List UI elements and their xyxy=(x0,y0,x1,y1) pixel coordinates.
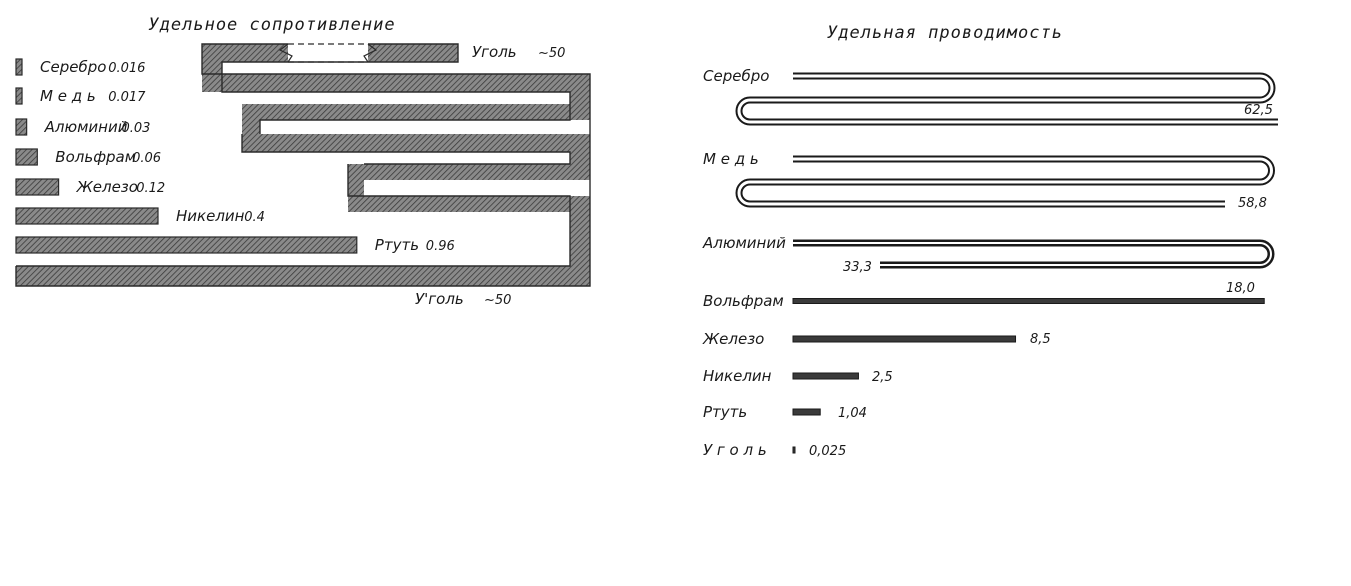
carbon-bar-segment-4 xyxy=(348,164,590,180)
carbon-bar-gap-0 xyxy=(364,180,570,196)
conductivity-label-0: Серебро xyxy=(703,67,770,85)
resistivity-label-7: У'голь xyxy=(415,290,464,308)
conductivity-bar-3 xyxy=(793,299,1264,304)
resistivity-bar-4 xyxy=(16,179,59,195)
carbon-bar-segment-0 xyxy=(16,266,590,286)
resistivity-bar-1 xyxy=(16,88,22,104)
resistivity-label-0: Серебро xyxy=(40,58,107,76)
resistivity-label-2: Алюминий xyxy=(44,118,128,136)
conductivity-label-3: Вольфрам xyxy=(703,292,784,310)
conductivity-value-4: 8,5 xyxy=(1030,332,1051,347)
conductivity-bar-5 xyxy=(793,373,858,379)
conductivity-bar-1-inner xyxy=(739,159,1272,204)
resistivity-chart xyxy=(16,15,590,308)
resistivity-value-6: 0.96 xyxy=(425,239,455,254)
conductivity-value-1: 58,8 xyxy=(1238,196,1267,211)
resistivity-bar-6 xyxy=(16,237,357,253)
resistivity-bar-2 xyxy=(16,119,27,135)
resistivity-bar-0 xyxy=(16,59,22,75)
conductivity-bar-0-inner xyxy=(739,76,1278,122)
resistivity-value-3: 0.06 xyxy=(132,151,162,166)
conductivity-value-7: 0,025 xyxy=(809,444,847,459)
resistivity-label-carbon-top: Уголь xyxy=(472,43,517,61)
resistivity-label-5: Никелин xyxy=(176,207,245,225)
conductivity-label-1: М е д ь xyxy=(703,150,759,168)
resistivity-bar-5 xyxy=(16,208,158,224)
conductivity-label-5: Никелин xyxy=(703,367,772,385)
carbon-bar-gap-3 xyxy=(222,62,570,74)
resistivity-value-5: 0.4 xyxy=(244,210,265,225)
carbon-bar-segment-6 xyxy=(242,134,590,152)
conductivity-label-2: Алюминий xyxy=(703,234,786,252)
carbon-bar-segment-8 xyxy=(242,104,590,120)
carbon-bar-segment-10 xyxy=(202,74,590,92)
conductivity-value-0: 62,5 xyxy=(1244,103,1273,118)
carbon-bar-gap-2 xyxy=(260,120,570,134)
carbon-bar-segment-12 xyxy=(202,44,288,62)
resistivity-value-0: 0.016 xyxy=(108,61,146,76)
carbon-bar-gap-1 xyxy=(260,152,570,164)
resistivity-label-4: Железо xyxy=(76,178,138,196)
conductivity-bar-4 xyxy=(793,336,1016,342)
conductivity-chart-title: Удельная проводимость xyxy=(827,23,1063,43)
conductivity-label-6: Ртуть xyxy=(703,403,748,421)
conductivity-value-5: 2,5 xyxy=(872,370,893,385)
resistivity-value-4: 0.12 xyxy=(136,181,166,196)
carbon-bar-segment-13 xyxy=(368,44,458,62)
carbon-bar-segment-2 xyxy=(348,196,590,212)
conductivity-label-4: Железо xyxy=(703,330,765,348)
resistivity-label-6: Ртуть xyxy=(374,236,420,254)
resistivity-value-2: 0.03 xyxy=(121,121,151,136)
conductivity-value-2: 33,3 xyxy=(843,260,872,275)
conductivity-chart xyxy=(702,23,1278,459)
resistivity-label-3: Вольфрам xyxy=(55,148,137,166)
resistivity-value-7: ~50 xyxy=(484,293,512,308)
resistivity-bar-3 xyxy=(16,149,37,165)
conductivity-bars xyxy=(739,76,1278,453)
conductivity-value-6: 1,04 xyxy=(838,406,867,421)
conductivity-bar-7 xyxy=(793,447,795,453)
resistivity-chart-title: Удельное сопротивление xyxy=(148,15,396,35)
conductivity-bar-6 xyxy=(793,409,820,415)
resistivity-value-1: 0.017 xyxy=(108,90,146,105)
conductivity-value-3: 18,0 xyxy=(1226,281,1255,296)
resistivity-label-1: М е д ь xyxy=(40,87,96,105)
resistivity-value-carbon-top: ~50 xyxy=(538,46,566,61)
conductivity-label-7: У г о л ь xyxy=(703,441,767,459)
carbon-bar-gap-4 xyxy=(222,92,242,104)
